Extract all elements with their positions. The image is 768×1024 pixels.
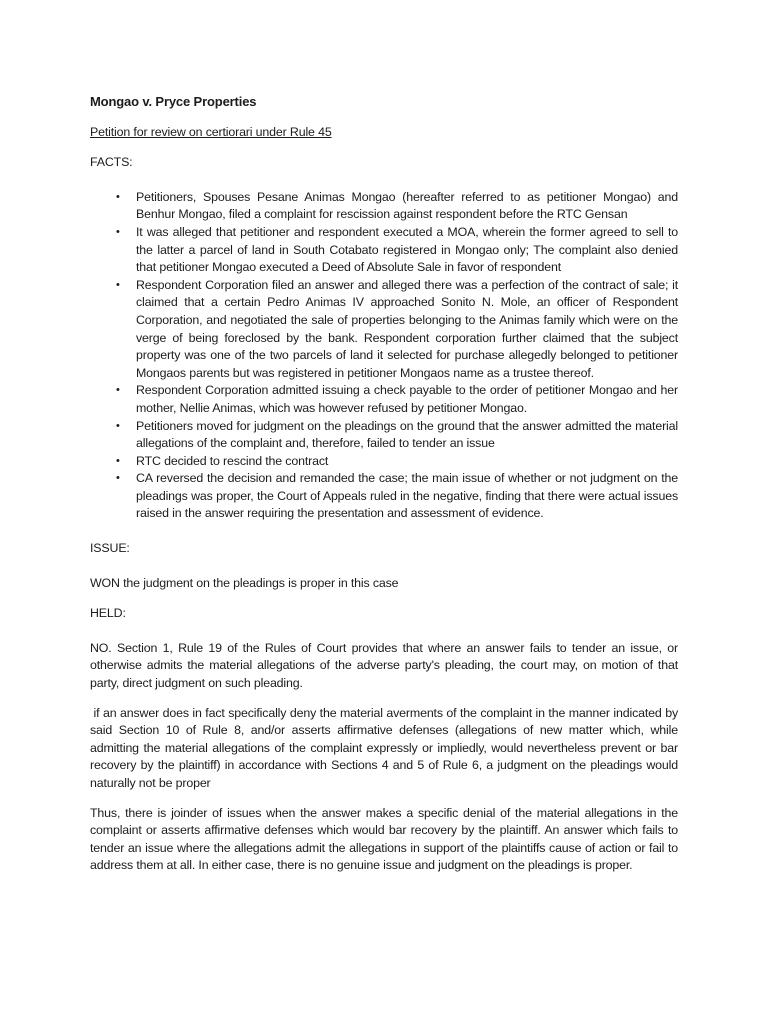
held-paragraph: NO. Section 1, Rule 19 of the Rules of Court provides that where an answer fails to tender an issue, or otherwise admits the material allegations of the adverse party's pleading, the court may, on motion of that party, direct judgment on such pleading. [90,640,678,691]
bullet-icon: • [116,225,120,238]
list-item [90,224,678,277]
list-item [90,277,678,383]
bullet-icon: • [116,190,120,203]
bullet-icon: • [116,278,120,291]
list-item [90,382,678,417]
document-page [90,93,682,887]
fact-text: It was alleged that petitioner and respondent executed a MOA, wherein the former agreed to sell to the latter a parcel of land in South Cotabato registered in Mongao only; The complaint also denied that petitioner Mongao executed a Deed of Absolute Sale in favor of respondent [136,224,678,275]
list-item [90,418,678,453]
fact-text: CA reversed the decision and remanded the case; the main issue of whether or not judgment on the pleadings was proper, the Court of Appeals ruled in the negative, finding that there were actual issues raised in the answer requiring the presentation and assessment of evidence. [136,471,678,521]
held-paragraph: Thus, there is joinder of issues when the answer makes a specific denial of the material allegations in the complaint or asserts affirmative defenses which would bar recovery by the plaintiff. An answer which fails to tender an issue where the allegations admit the allegations in support of the plaintiffs cause of action or fail to address them at all. In either case, there is no genuine issue and judgment on the pleadings is proper. [90,805,678,873]
bullet-icon: • [116,419,120,432]
bullet-icon: • [116,384,120,397]
list-item [90,470,678,523]
case-subtitle: Petition for review on certiorari under Rule 45 [90,124,332,139]
held-heading: HELD: [90,606,126,621]
bullet-icon: • [116,472,120,485]
fact-text: Petitioners, Spouses Pesane Animas Mongao (hereafter referred to as petitioner Mongao) and Benhur Mongao, filed a complaint for rescission against respondent before the RTC Gensan [136,189,678,222]
fact-text: RTC decided to rescind the contract [136,453,329,468]
list-item [90,453,678,471]
bullet-icon: • [116,454,120,467]
fact-text: Respondent Corporation filed an answer and alleged there was a perfection of the contract of sale; it claimed that a certain Pedro Animas IV approached Sonito N. Mole, an officer of Respondent Corporation, and negotiated the sale of properties belonging to the Animas family which were on the verge of being foreclosed by the bank. Respondent corporation further claimed that the subject property was one of the two parcels of land it selected for purchase allegedly belonged to petitioner Mongaos parents but was registered in petitioner Mongaos name as a trustee thereof. [136,277,678,380]
issue-text: WON the judgment on the pleadings is proper in this case [90,575,399,590]
facts-list [90,189,678,523]
list-item [90,189,678,224]
held-paragraph: if an answer does in fact specifically deny the material averments of the complaint in the manner indicated by said Section 10 of Rule 8, and/or asserts affirmative defenses (allegations of new matter which, while admitting the material allegations of the complaint expressly or impliedly, would nevertheless prevent or bar recovery by the plaintiff) in accordance with Sections 4 and 5 of Rule 6, a judgment on the pleadings would naturally not be proper [90,705,682,790]
case-title: Mongao v. Pryce Properties [90,94,257,109]
issue-heading: ISSUE: [90,541,130,556]
fact-text: Petitioners moved for judgment on the pleadings on the ground that the answer admitted the material allegations of the complaint and, therefore, failed to tender an issue [136,418,678,451]
facts-heading: FACTS: [90,155,133,170]
fact-text: Respondent Corporation admitted issuing a check payable to the order of petitioner Mongao and her mother, Nellie Animas, which was however refused by petitioner Mongao. [136,383,678,415]
